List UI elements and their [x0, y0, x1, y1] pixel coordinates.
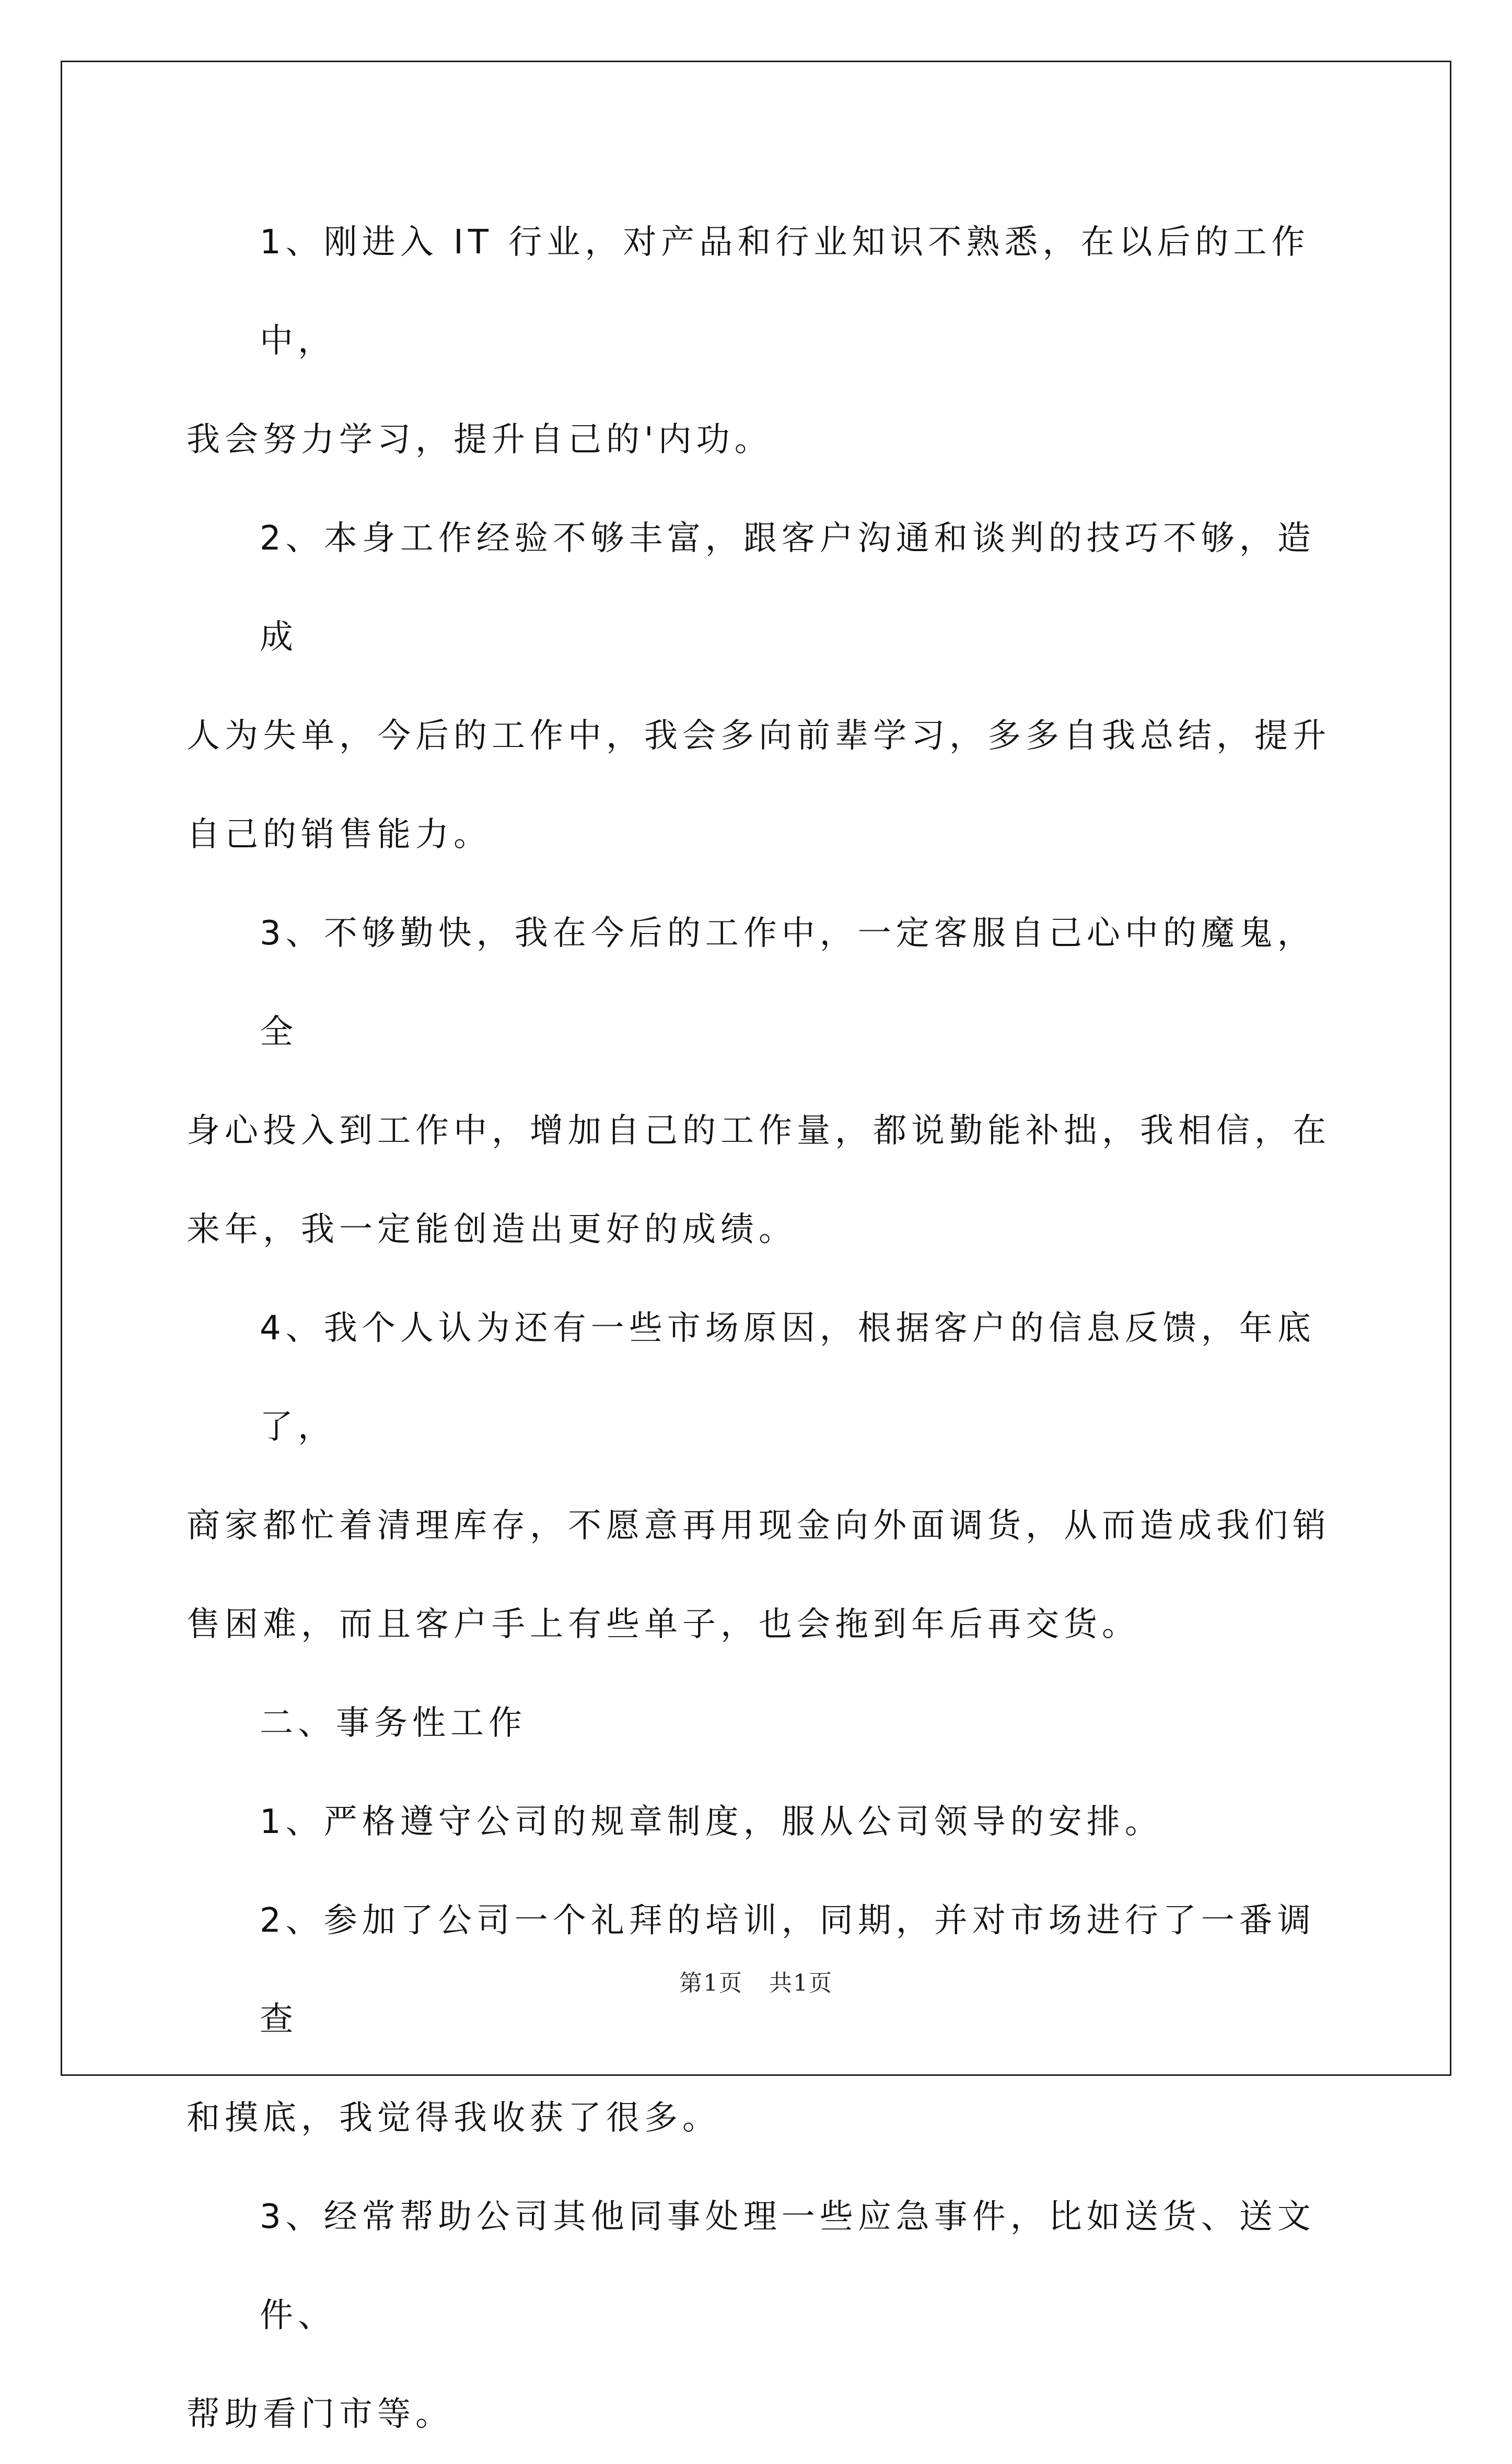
- paragraph-line: 二、事务性工作: [260, 1704, 527, 1743]
- paragraph: [187, 1773, 1336, 1872]
- paragraph-line: 2、本身工作经验不够丰富，跟客户沟通和谈判的技巧不够，造成: [260, 519, 1316, 657]
- document-body: [187, 193, 1336, 2464]
- paragraph: [187, 2168, 1336, 2464]
- paragraph-line: 我会努力学习，提升自己的'内功。: [187, 421, 773, 459]
- paragraph-line: 自己的销售能力。: [187, 815, 492, 854]
- paragraph-line: 帮助看门市等。: [187, 2395, 453, 2434]
- paragraph-line: 3、经常帮助公司其他同事处理一些应急事件，比如送货、送文件、: [260, 2198, 1316, 2335]
- paragraph-line: 人为失单，今后的工作中，我会多向前辈学习，多多自我总结，提升: [187, 717, 1331, 755]
- paragraph-line: 2、参加了公司一个礼拜的培训，同期，并对市场进行了一番调查: [260, 1901, 1316, 2039]
- paragraph-line: 售困难，而且客户手上有些单子，也会拖到年后再交货。: [187, 1605, 1140, 1644]
- paragraph: [187, 193, 1336, 489]
- paragraph: [187, 489, 1336, 884]
- paragraph: [187, 1279, 1336, 1674]
- paragraph: [187, 884, 1336, 1279]
- paragraph-line: 商家都忙着清理库存，不愿意再用现金向外面调货，从而造成我们销: [187, 1507, 1331, 1545]
- section-heading: [187, 1674, 1336, 1773]
- paragraph-line: 4、我个人认为还有一些市场原因，根据客户的信息反馈，年底了，: [260, 1309, 1316, 1446]
- paragraph-line: 身心投入到工作中，增加自己的工作量，都说勤能补拙，我相信，在: [187, 1112, 1331, 1150]
- paragraph-line: 和摸底，我觉得我收获了很多。: [187, 2099, 720, 2138]
- page-number: 第1页: [679, 1970, 743, 1996]
- paragraph: [187, 1872, 1336, 2168]
- page-footer: [0, 1964, 1512, 1998]
- paragraph-line: 来年，我一定能创造出更好的成绩。: [187, 1210, 797, 1249]
- page-total: 共1页: [769, 1970, 833, 1996]
- paragraph-line: 3、不够勤快，我在今后的工作中，一定客服自己心中的魔鬼，全: [260, 914, 1316, 1052]
- paragraph-line: 1、刚进入 IT 行业，对产品和行业知识不熟悉，在以后的工作中，: [260, 223, 1310, 360]
- paragraph-line: 1、严格遵守公司的规章制度，服从公司领导的安排。: [260, 1803, 1163, 1841]
